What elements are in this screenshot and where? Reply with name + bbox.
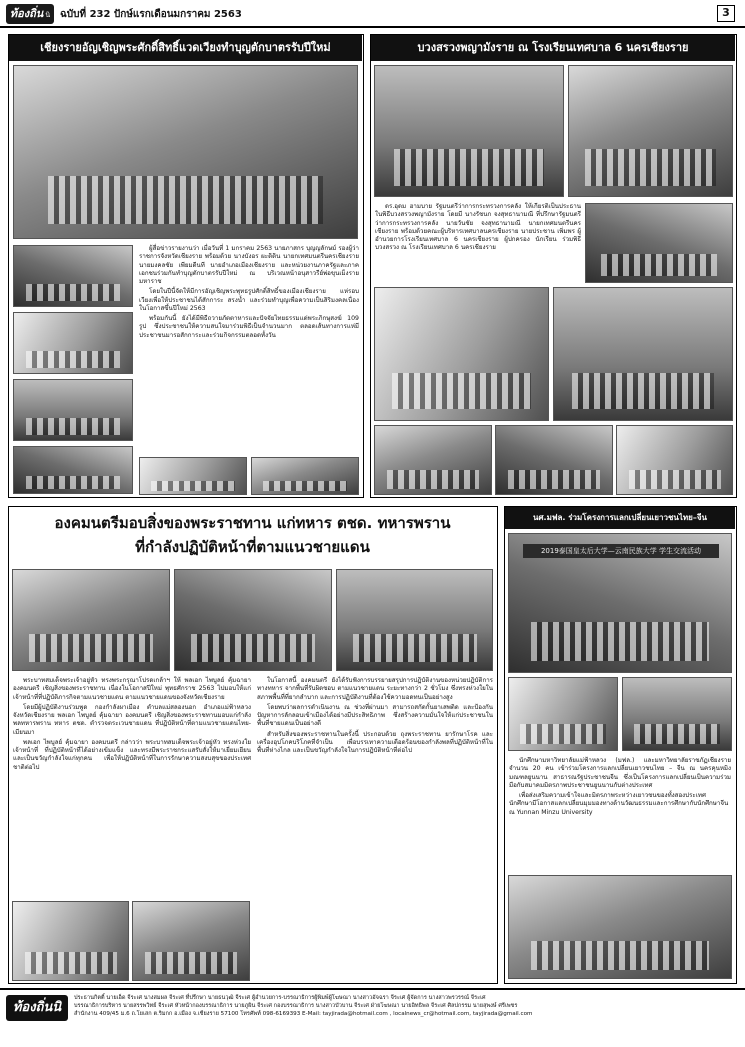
story1-photo-a xyxy=(13,245,133,307)
story2-photo-g xyxy=(374,425,492,495)
footer-logo: ท้องถิ่นนิวส์ xyxy=(6,995,68,1021)
story3-photo-4 xyxy=(12,901,129,981)
issue-info: ฉบับที่ 232 ปักษ์แรกเดือนมกราคม 2563 xyxy=(60,9,242,20)
story2-photo-h xyxy=(495,425,613,495)
story3-headline xyxy=(9,507,496,565)
story-candle-procession xyxy=(8,34,364,498)
story4-photo-3 xyxy=(622,677,732,751)
story2-photo-shrine xyxy=(585,203,733,283)
story1-paragraph: ผู้สื่อข่าวรายงานว่า เมื่อวันที่ 1 มกราคม 2563 นายภาสกร บุญญลักษม์ รองผู้ว่าราชการจังหวัดเชียงราย พร้อมด้วย นางบังอร ผะดิดิน นายกเทศมนตรีนครเชียงราย นายมงคลชัย เพียมดีนที นายอำเภอเมืองเชียงราย และหน่วยงานภาครัฐและภาคเอกชนร่วมกันทำบุญตักบาตรรับปีใหม่ ณ บริเวณหน้าอนุสาวรีย์พ่อขุนเม็งรายมหาราช xyxy=(139,245,359,285)
story2-paragraph: ดร.อุดม ฮามบาย รัฐมนตรีว่าการกระทรวงการคลัง ให้เกียรติเป็นประธานในพิธีบวงสรวงพญามังราย โดยมี นางรัชนก จงสุทธานามณี ที่ปรึกษารัฐมนตรีว่าการกระทรวงการคลัง นายวันชัย จงสุทธานามณี นายกเทศมนตรีนครเชียงราย พร้อมด้วยคณะผู้บริหารเทศบาลนครเชียงราย นายประชาน เพิ่มพร ผู้อำนวยการโรงเรียนเทศบาล 6 นครเชียงราย ผู้ปกครอง นักเรียน ร่วมพิธีบวงสรวง ณ โรงเรียนเทศบาล 6 นครเชียงราย xyxy=(375,203,581,252)
story2-body xyxy=(375,203,581,283)
story-king-mangrai-ceremony xyxy=(370,34,737,498)
story4-photo-2 xyxy=(508,677,618,751)
story4-body xyxy=(509,757,731,869)
story4-paragraph: นักศึกษามหาวิทยาลัยแม่ฟ้าหลวง (มฟล.) และมหาวิทยาลัยราชภัฏเชียงราย จำนวน 20 คน เข้าร่วมโครงการแลกเปลี่ยนเยาวชนไทย – จีน ณ นครคุนหมิง มณฑลยูนนาน สาธารณรัฐประชาชนจีน ซึ่งเป็นโครงการแลกเปลี่ยนเป็นความร่วมมือกับสมาคมมิตรภาพประชาชนยูนนานกับต่างประเทศ xyxy=(509,757,731,789)
story3-paragraph: พลเอก ไพบูลย์ คุ้มฉายา องคมนตรี กล่าวว่า พระบาทสมเด็จพระเจ้าอยู่หัว ทรงห่วงใยเจ้าหน้าที่ ที่ปฏิบัติหน้าที่ได้อย่างเข้มแข็ง และทรงมีพระราชกระแสรับสั่งให้มาเยี่ยมเยียน และเป็นขวัญกำลังใจแก่ทุกคน เพื่อให้ปฏิบัติหน้าที่ในการรักษาความสงบสุขของประเทศชาติต่อไป xyxy=(13,738,251,771)
page-header xyxy=(0,0,745,28)
story3-photo-2 xyxy=(174,569,332,671)
story1-photo-c xyxy=(13,379,133,441)
story2-main-photo xyxy=(374,65,564,197)
story1-photo-e xyxy=(139,457,247,495)
story1-photo-f xyxy=(251,457,359,495)
story2-headline: บวงสรวงพญามังราย ณ โรงเรียนเทศบาล 6 นครเชียงราย xyxy=(371,35,735,61)
story1-body xyxy=(139,245,359,453)
story2-photo-offerings xyxy=(374,287,549,421)
story1-paragraph: พร้อมกันนี้ ยังได้มีพิธีถวายภัตตาหารและปัจจัยไทยธรรมแด่พระภิกษุสงฆ์ 109 รูป ซึ่งประชาชนให้ความสนใจมาร่วมพิธีเป็นจำนวนมาก ตลอดเส้นทางการแห่มีประชาชนมารอสักการะและร่วมกิจกรรมตลอดทั้งวัน xyxy=(139,315,359,339)
story3-photo-1 xyxy=(12,569,170,671)
story-youth-exchange xyxy=(504,506,737,984)
story1-headline: เชียงรายอัญเชิญพระศักดิ์สิทธิ์แวดเวียงทำบุญตักบาตรรับปีใหม่ xyxy=(9,35,362,61)
story2-photo-i xyxy=(616,425,733,495)
page-footer xyxy=(0,988,745,1041)
story1-photo-d xyxy=(13,446,133,494)
story3-paragraph: ในโอกาสนี้ องคมนตรี ยังได้รับฟังการบรรยายสรุปการปฏิบัติงานของหน่วยปฏิบัติการทางทหาร จากพื้นที่รับผิดชอบ ตามแนวชายแดน ระยะทางกว่า 2 ชั่วโมง ซึ่งทรงห่วงใยในสภาพพื้นที่ที่ยากลำบาก และการปฏิบัติงานที่ต้องใช้ความอดทนเป็นอย่างสูง xyxy=(257,677,493,701)
page-number: 3 xyxy=(717,5,735,22)
story2-photo-crowd xyxy=(553,287,733,421)
logo-sub: นิ xyxy=(45,11,51,19)
story3-paragraph: พระบาทสมเด็จพระเจ้าอยู่หัว ทรงพระกรุณาโปรดเกล้าฯ ให้ พลเอก ไพบูลย์ คุ้มฉายา องคมนตรี เชิญสิ่งของพระราชทาน เนื่องในโอกาสปีใหม่ พุทธศักราช 2563 ไปมอบให้แก่เจ้าหน้าที่ที่ปฏิบัติภารกิจตามแนวชายแดน ตามแนวชายแดนของจังหวัดเชียงราย xyxy=(13,677,251,701)
story3-headline-line1: องคมนตรีมอบสิ่งของพระราชทาน แก่ทหาร ตชด. ทหารพราน xyxy=(54,514,451,532)
story-privy-councillor-gifts xyxy=(8,506,498,984)
story1-photo-b xyxy=(13,312,133,374)
staff-credits xyxy=(74,994,738,1018)
story3-headline-line2: ที่กำลังปฏิบัติหน้าที่ตามแนวชายแดน xyxy=(135,538,370,556)
story3-photo-5 xyxy=(132,901,250,981)
story3-photo-3 xyxy=(336,569,493,671)
story4-paragraph: เพื่อส่งเสริมความเข้าใจและมิตรภาพระหว่างเยาวชนของทั้งสองประเทศ นักศึกษามีโอกาสแลกเปลี่ยนมุมมองทางด้านวัฒนธรรมและการศึกษากับนักศึกษาจีน ณ Yunnan Minzu University xyxy=(509,792,729,816)
logo-text: ท้องถิ่น xyxy=(9,7,44,20)
story4-photo-airport xyxy=(508,875,732,979)
credits-line-2: บรรณาธิการบริหาร นายสรรพวิทย์ จีระเศ หัวหน้ากองบรรณาธิการ นายภูผิน จีระเศ กองบรรณาธิการ นางสาวบัวบาน จีระเศ ฝ่ายโฆษณา นายอิทธิพล จีระเศ ศิลปกรรม นายสุพงษ์ ศรีเพชร xyxy=(74,1003,518,1010)
story3-paragraph: สำหรับสิ่งของพระราชทานในครั้งนี้ ประกอบด้วย ถุงพระราชทาน ยารักษาโรค และเครื่องอุปโภคบริโภคที่จำเป็น เพื่อบรรเทาความเดือดร้อนของกำลังพลที่ปฏิบัติหน้าที่ในพื้นที่ห่างไกล และเป็นขวัญกำลังใจในการปฏิบัติหน้าที่ต่อไป xyxy=(257,730,493,754)
story4-headline: นศ.มฟล. ร่วมโครงการแลกเปลี่ยนเยาวชนไทย–จีน xyxy=(505,507,735,529)
story2-photo-altar xyxy=(568,65,733,197)
story3-body-right xyxy=(257,677,493,977)
office-address: สำนักงาน 409/45 ม.6 ถ.โยเสก ต.ริมกก อ.เมือง จ.เชียงราย 57100 โทรศัพท์ 098-6169393 E-Mail: tayjirada@hotmail.com , localnews_cr@hotmail.com, tayjirada@gmail.com xyxy=(74,1011,533,1018)
story3-paragraph: โดยพบว่าผลการดำเนินงาน ณ ช่วงที่ผ่านมา สามารถสกัดกั้นยาเสพติด และป้องกันปัญหาการลักลอบเข้าเมืองได้อย่างมีประสิทธิภาพ ซึ่งสร้างความมั่นใจให้แก่ประชาชนในพื้นที่ชายแดนเป็นอย่างดี xyxy=(257,703,493,728)
credits-line-1: ประธานกิตติ์ นายเอ็ด จีระเศ นางสมผล จีระเศ ที่ปรึกษา นายธนวุฒิ จีระเศ ผู้อำนวยการ-บรรณาธิการผู้พิมพ์ผู้โฆษณา นางสาวอัจฉรา จีระเศ ผู้จัดการ นางสาวพรวรรณ์ จีระเศ xyxy=(74,995,486,1001)
exchange-banner: 2019泰国皇太后大学—云南民族大学 学生交流活动 xyxy=(523,544,719,558)
newspaper-logo xyxy=(6,4,54,24)
story3-body-left xyxy=(13,677,251,897)
story3-paragraph: โดยมีผู้ปฏิบัติงานร่วมพูด กองกำลังผาเมือง ตำบลแม่สลองนอก อำเภอแม่ฟ้าหลวง จังหวัดเชียงราย พลเอก ไพบูลย์ คุ้มฉายา องคมนตรี เชิญสิ่งของพระราชทานมอบแก่กำลังพลทหารพราน ทหาร ตชด. ตำรวจตระเวนชายแดน ที่ปฏิบัติหน้าที่ตามแนวชายแดนไทย-เมียนมา xyxy=(13,703,251,736)
story1-main-photo xyxy=(13,65,358,239)
story1-paragraph: โดยในปีนี้จัดให้มีการอัญเชิญพระพุทธรูปศักดิ์สิทธิ์ของเมืองเชียงราย แห่รอบเวียงเพื่อให้ประชาชนได้สักการะ สรงน้ำ และร่วมทำบุญเพื่อความเป็นสิริมงคลเนื่องในโอกาสขึ้นปีใหม่ 2563 xyxy=(139,288,359,312)
story4-group-photo xyxy=(508,533,732,673)
